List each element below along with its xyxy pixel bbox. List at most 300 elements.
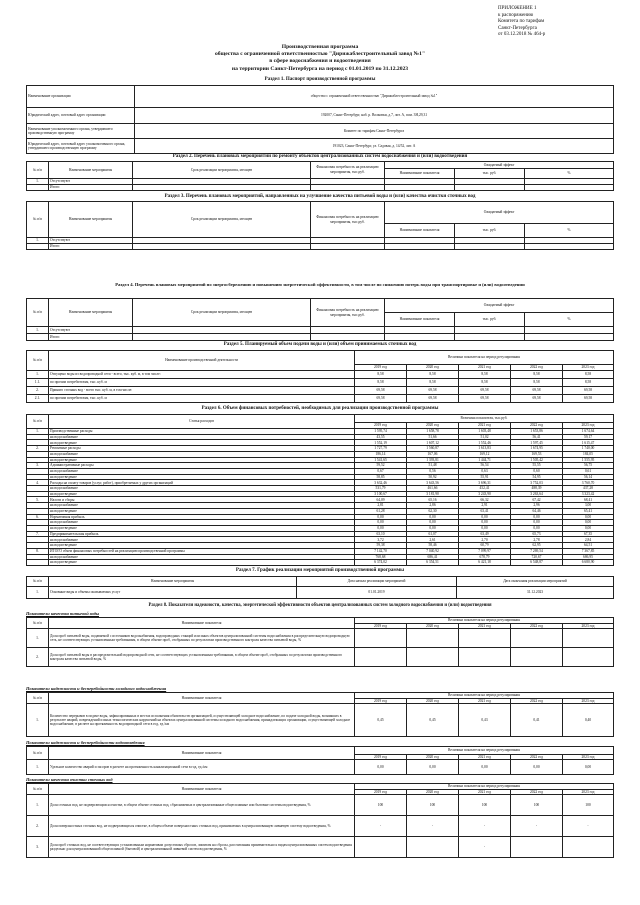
row-value xyxy=(355,837,407,858)
col-year: 2023 год xyxy=(563,423,614,429)
row-value: 3 643,56 xyxy=(407,480,459,486)
row-value: 69,58 xyxy=(459,387,511,395)
stamp-line: от 03.12.2018 № 464-р xyxy=(498,32,546,38)
col-indicator: Наименование показателя xyxy=(385,169,455,178)
passport-value: Комитет по тарифам Санкт-Петербурга xyxy=(135,124,614,139)
row-value: 3 696,31 xyxy=(459,480,511,486)
section-5-heading: Раздел 5. Планируемый объем подачи воды и (или) объем принимаемых сточных вод xyxy=(223,342,417,347)
row-number: 1.1. xyxy=(27,379,49,387)
col-thousand-rub: тыс. руб. xyxy=(455,313,525,327)
col-year: 2021 год xyxy=(459,423,511,429)
row-value: 100 xyxy=(407,795,459,816)
row-name: на водоотведение xyxy=(49,508,355,514)
row-value: 8,58 xyxy=(407,371,459,379)
row-name: ИТОГО объем финансовых потребностей на реализацию производственной программы xyxy=(49,548,355,554)
col-year: 2019 год xyxy=(355,365,407,371)
row-start-date: 01.01.2019 xyxy=(297,587,457,599)
col-name: Статья расходов xyxy=(49,415,355,429)
row-value: 1 597,45 xyxy=(511,440,563,446)
finance-rows xyxy=(27,429,614,566)
row-name: по прочим потребителям, тыс. куб. м xyxy=(49,379,355,387)
row-value: 2,70 xyxy=(459,537,511,543)
row-value: 51,48 xyxy=(407,463,459,469)
passport-value: 191023, Санкт-Петербург, ул. Садовая, д. 14/52, лит. А xyxy=(135,139,614,154)
row-value: 69,58 xyxy=(459,395,511,403)
col-name: Наименование показателя xyxy=(49,747,355,760)
row-value: 56,75 xyxy=(563,463,614,469)
col-need: Финансовая потребность на реализацию мероприятия, тыс.руб. xyxy=(311,162,385,179)
row-value: 69,58 xyxy=(355,387,407,395)
col-year: 2022 год xyxy=(511,624,563,629)
row-value: 169,53 xyxy=(511,451,563,457)
col-year: 2019 год xyxy=(355,699,407,704)
passport-label: Наименование уполномоченного органа, утвердившего производственную программу xyxy=(27,124,135,139)
col-effect: Ожидаемый эффект xyxy=(385,299,614,313)
row-value: 69,58 xyxy=(511,395,563,403)
row-value xyxy=(407,648,459,667)
row-value: 8,58 xyxy=(563,379,614,387)
row-value: 1 615,47 xyxy=(563,440,614,446)
row-value: 0,00 xyxy=(511,525,563,531)
row-name: Количество перерывов в подаче воды, зафиксированных в местах исполнения обязательств организацией, осуществляющей холодное водоснабжение, по подаче холодной воды, возникших в результате аварий, повреждений и иных технологических нарушений на объектах централизованной системы холодного водоснабжения, принадлежащих организации, осуществляющей холодное водоснабжение, в расчете на протяженность водопроводной сети в год, ед./км xyxy=(49,704,355,737)
row-name: Ремонтные расходы xyxy=(49,446,355,452)
row-value: 69,58 xyxy=(563,395,614,403)
row-number xyxy=(27,184,49,190)
row-value: 56,41 xyxy=(511,434,563,440)
col-year: 2022 год xyxy=(511,755,563,760)
row-total: Итого: xyxy=(49,184,133,190)
table-row xyxy=(27,648,614,667)
schedule-table xyxy=(26,576,614,599)
col-term: Срок реализации мероприятия, месяцев xyxy=(133,299,311,327)
row-value: 0,45 xyxy=(407,704,459,737)
col-values: Величина показателя на период регулирования xyxy=(355,747,614,755)
section-3-heading: Раздел 3. Перечень плановых мероприятий, направленных на улучшение качества питьевой воды и (или) качества очистки сточных вод xyxy=(164,194,476,199)
table-row xyxy=(27,704,614,737)
indicator-rows xyxy=(27,704,614,737)
row-value: 0,00 xyxy=(407,520,459,526)
row-value: 0,00 xyxy=(511,520,563,526)
row-value: 7 099,97 xyxy=(459,548,511,554)
row-value: 69,58 xyxy=(407,387,459,395)
row-value: 2,86 xyxy=(407,503,459,509)
row-value: 100 xyxy=(563,795,614,816)
col-number: № п/п xyxy=(27,618,49,629)
row-name: на водоснабжение xyxy=(49,468,355,474)
row-value: 61,07 xyxy=(407,531,459,537)
row-number: 1. xyxy=(27,629,49,648)
indicator-table xyxy=(26,783,614,858)
col-number: № п/п xyxy=(27,351,49,371)
col-term: Срок реализации мероприятия, месяцев xyxy=(133,162,311,179)
row-value: 3 323,42 xyxy=(563,491,614,497)
row-value: 3,00 xyxy=(563,503,614,509)
col-number: № п/п xyxy=(27,784,49,795)
col-year: 2023 год xyxy=(563,790,614,795)
row-value xyxy=(407,629,459,648)
row-value: 65,73 xyxy=(511,531,563,537)
row-name: Налоги и сборы xyxy=(49,497,355,503)
row-value: - xyxy=(407,816,459,837)
row-value: 3 632,46 xyxy=(355,480,407,486)
row-name: на водоотведение xyxy=(49,457,355,463)
row-value: 63,41 xyxy=(459,508,511,514)
row-name: Производственные расходы xyxy=(49,429,355,435)
col-year: 2019 год xyxy=(355,423,407,429)
row-value: 7 142,70 xyxy=(355,548,407,554)
col-year: 2022 год xyxy=(511,790,563,795)
table-row xyxy=(27,371,614,379)
energy-measures-table xyxy=(26,298,614,341)
row-value: 100 xyxy=(355,795,407,816)
col-year: 2020 год xyxy=(407,790,459,795)
row-value: 59,17 xyxy=(563,434,614,440)
col-year: 2023 год xyxy=(563,699,614,704)
row-name: Отсутствуют xyxy=(49,178,133,184)
row-name: на водоснабжение xyxy=(49,554,355,560)
row-value: 8,58 xyxy=(459,379,511,387)
row-value xyxy=(459,648,511,667)
row-number xyxy=(27,244,49,250)
row-value: 56,14 xyxy=(563,474,614,480)
row-value: 50,92 xyxy=(407,474,459,480)
col-year: 2022 год xyxy=(511,699,563,704)
row-value: - xyxy=(511,816,563,837)
row-name: Принято сточных вод - всего тыс. куб. м, в том числе: xyxy=(49,387,355,395)
section-6-heading: Раздел 6. Объем финансовых потребностей, необходимых для реализации производственной программы xyxy=(201,406,439,411)
col-values: Величина показателя на период регулирования xyxy=(355,618,614,624)
section-4-heading: Раздел 4. Перечень плановых мероприятий по энергосбережению и повышению энергетической эффективности, в том числе по снижению потерь воды при транспортировке и (или) водоотведении xyxy=(115,282,525,287)
row-value: 7 367,85 xyxy=(563,548,614,554)
row-name: на водоснабжение xyxy=(49,520,355,526)
col-thousand-rub: тыс. руб. xyxy=(455,169,525,178)
col-year: 2021 год xyxy=(459,365,511,371)
row-value xyxy=(459,629,511,648)
row-value: 186,14 xyxy=(355,451,407,457)
row-number: 1. xyxy=(27,327,49,334)
row-value: 67,42 xyxy=(511,497,563,503)
indicator-rows xyxy=(27,795,614,858)
col-year: 2022 год xyxy=(511,423,563,429)
col-name: Наименование показателя xyxy=(49,618,355,629)
col-values: Величина показателя, тыс.руб. xyxy=(355,415,614,423)
group-heading: Показатели надежности и бесперебойности водоотведения xyxy=(26,740,145,745)
col-number: № п/п xyxy=(27,162,49,179)
row-value: 531,79 xyxy=(355,486,407,492)
row-number: 1. xyxy=(27,371,49,379)
col-year: 2021 год xyxy=(459,755,511,760)
row-value: 55,55 xyxy=(511,463,563,469)
row-value: 0,45 xyxy=(355,704,407,737)
table-row xyxy=(27,395,614,403)
row-value: 6 354,51 xyxy=(407,560,459,566)
row-value: 62,30 xyxy=(407,508,459,514)
row-number: 3. xyxy=(27,837,49,858)
col-year: 2020 год xyxy=(407,365,459,371)
col-indicator: Наименование показателя xyxy=(385,313,455,327)
row-number: 2. xyxy=(27,648,49,667)
row-number xyxy=(27,334,49,341)
row-value: 54,95 xyxy=(511,474,563,480)
row-value: 1 444,71 xyxy=(459,457,511,463)
col-year: 2023 год xyxy=(563,365,614,371)
row-value: 6 421,18 xyxy=(459,560,511,566)
row-value xyxy=(355,648,407,667)
col-year: 2020 год xyxy=(407,423,459,429)
row-name: на водоотведение xyxy=(49,525,355,531)
row-value xyxy=(563,837,614,858)
row-value: 184,05 xyxy=(563,451,614,457)
row-value: 0,61 xyxy=(563,468,614,474)
stamp-line: ПРИЛОЖЕНИЕ 1 xyxy=(498,6,537,11)
row-value: 64,46 xyxy=(511,508,563,514)
col-year: 2021 год xyxy=(459,790,511,795)
row-value: 686,95 xyxy=(563,554,614,560)
row-number: 8. xyxy=(27,548,49,554)
row-value: 1 595,74 xyxy=(355,429,407,435)
row-value: 0,00 xyxy=(355,520,407,526)
quality-measures-table xyxy=(26,201,614,250)
col-year: 2019 год xyxy=(355,790,407,795)
row-value: 43,55 xyxy=(355,434,407,440)
row-value: 1 552,19 xyxy=(355,440,407,446)
row-value: 2,61 xyxy=(407,537,459,543)
row-value: 69,58 xyxy=(511,387,563,395)
row-name: на водоснабжение xyxy=(49,503,355,509)
row-name: Предпринимательская прибыль xyxy=(49,531,355,537)
row-number: 1. xyxy=(27,178,49,184)
row-name: на водоотведение xyxy=(49,491,355,497)
row-value: 59,52 xyxy=(355,463,407,469)
col-number: № п/п xyxy=(27,747,49,760)
col-number: № п/п xyxy=(27,693,49,704)
row-value: 0,00 xyxy=(355,514,407,520)
col-name: Наименование показателя xyxy=(49,784,355,795)
row-value: 167,06 xyxy=(407,451,459,457)
row-name: Основные виды и объемы оказываемых услуг xyxy=(49,587,297,599)
row-value: 0,40 xyxy=(563,704,614,737)
row-value: 3,72 xyxy=(355,537,407,543)
row-name: на водоснабжение xyxy=(49,486,355,492)
group-heading: Показатели надежности и бесперебойности холодного водоснабжения xyxy=(26,686,167,691)
row-value xyxy=(511,629,563,648)
section-8-heading: Раздел 8. Показатели надежности, качества, энергетической эффективности объектов централизованных систем холодного водоснабжения и (или) водоотведения xyxy=(148,603,492,608)
row-value: 0,41 xyxy=(511,704,563,737)
row-value: 51,02 xyxy=(459,434,511,440)
col-thousand-rub: тыс. руб. xyxy=(455,224,525,238)
col-year: 2020 год xyxy=(407,699,459,704)
row-value: 65,16 xyxy=(407,497,459,503)
row-number: 2. xyxy=(27,446,49,452)
row-value: 60,79 xyxy=(459,543,511,549)
row-value: 3 100,67 xyxy=(355,491,407,497)
col-name: Наименование показателя xyxy=(49,693,355,704)
row-value: 686,41 xyxy=(407,554,459,560)
row-value: - xyxy=(459,816,511,837)
row-value: 0,60 xyxy=(511,468,563,474)
table-row xyxy=(27,760,614,775)
row-number: 6. xyxy=(27,514,49,520)
row-value xyxy=(511,837,563,858)
document-title xyxy=(110,44,530,73)
row-value xyxy=(563,648,614,667)
col-year: 2020 год xyxy=(407,624,459,629)
indicator-table xyxy=(26,692,614,737)
row-value: 61,28 xyxy=(355,508,407,514)
row-name: Нормативная прибыль xyxy=(49,514,355,520)
col-indicator: Наименование показателя xyxy=(385,224,455,238)
col-values: Величина показателя на период регулирования xyxy=(355,693,614,699)
row-value: 488,39 xyxy=(511,486,563,492)
row-value: 2,91 xyxy=(459,503,511,509)
col-year: 2021 год xyxy=(459,699,511,704)
title-line: на территории Санкт-Петербурга на период с 01.01.2019 по 31.12.2023 xyxy=(231,65,409,72)
table-row xyxy=(27,560,614,566)
col-name: Наименование мероприятия xyxy=(49,577,297,587)
col-values: Величина показателя на период регулирования xyxy=(355,784,614,790)
col-number: № п/п xyxy=(27,577,49,587)
col-effect: Ожидаемый эффект xyxy=(385,202,614,224)
indicator-table xyxy=(26,746,614,775)
row-value: 1 740,00 xyxy=(563,446,614,452)
col-name: Наименование мероприятия xyxy=(49,162,133,179)
row-number: 2. xyxy=(27,387,49,395)
row-name: на водоотведение xyxy=(49,543,355,549)
row-value: 64,51 xyxy=(563,543,614,549)
group-heading: Показатели качества питьевой воды xyxy=(26,611,100,616)
row-value: - xyxy=(459,837,511,858)
row-value: 66,32 xyxy=(459,497,511,503)
row-value: 0,00 xyxy=(459,760,511,775)
passport-label: Юридический адрес, почтовый адрес организации xyxy=(27,108,135,124)
title-line: общества с ограниченной ответственностью "Дирижаблестроительный завод №1" xyxy=(214,51,426,58)
row-name: на водоотведение xyxy=(49,474,355,480)
row-name: по прочим потребителям, тыс. куб. м xyxy=(49,395,355,403)
row-value: 8,58 xyxy=(407,379,459,387)
row-value: 2,96 xyxy=(511,503,563,509)
col-number: № п/п xyxy=(27,299,49,327)
col-percent: % xyxy=(525,169,614,178)
row-value: 51,66 xyxy=(407,434,459,440)
row-value xyxy=(407,837,459,858)
row-name: Административные расходы xyxy=(49,463,355,469)
row-number: 7. xyxy=(27,531,49,537)
row-value: 1 658,78 xyxy=(407,429,459,435)
row-name: на водоотведение xyxy=(49,440,355,446)
row-value: 1 560,87 xyxy=(407,446,459,452)
col-end-date: Дата окончания реализации мероприятий xyxy=(457,577,614,587)
row-value: - xyxy=(355,816,407,837)
passport-label: Наименование организации xyxy=(27,86,135,108)
section-7-heading: Раздел 7. График реализации мероприятий производственной программы xyxy=(235,568,405,573)
row-value: 8,58 xyxy=(355,371,407,379)
row-value: 1 505,42 xyxy=(511,457,563,463)
row-total: Итого: xyxy=(49,334,133,341)
row-value: 0,67 xyxy=(355,468,407,474)
row-value: 63,10 xyxy=(355,531,407,537)
row-number: 1. xyxy=(27,795,49,816)
passport-value: 192007, Санкт-Петербург, наб. р. Волковки, д.7, лит. А, пом. 3Н,29,31 xyxy=(135,108,614,124)
row-value xyxy=(355,629,407,648)
row-value: 2,81 xyxy=(355,503,407,509)
row-value: 6 548,87 xyxy=(511,560,563,566)
col-number: № п/п xyxy=(27,202,49,238)
row-name: Доля проб питьевой воды, подаваемой с источников водоснабжения, водопроводных станций или иных объектов централизованной системы водоснабжения в распределительную водопроводную сеть, не соответствующих установленным требованиям, в общем объеме проб, отобранных по результатам производственного контроля качества питьевой воды, % xyxy=(49,629,355,648)
row-number: 1. xyxy=(27,704,49,737)
row-name: Доля проб сточных вод, не соответствующих установленным нормативам допустимых сбросов, лимитам на сбросы, рассчитанная применительно к видам централизованных систем водоотведения раздельно для централизованной общесплавной (бытовой) и централизованной ливневой систем водоотведения, % xyxy=(49,837,355,858)
row-value: 0,00 xyxy=(355,760,407,775)
passport-table xyxy=(26,85,614,154)
indicator-rows xyxy=(27,760,614,775)
row-value: 63,49 xyxy=(459,531,511,537)
row-value: 1 393,81 xyxy=(407,457,459,463)
row-value: 1 674,64 xyxy=(563,429,614,435)
row-value: 0,00 xyxy=(459,520,511,526)
col-term: Срок реализации мероприятия, месяцев xyxy=(133,202,311,238)
table-row xyxy=(27,629,614,648)
row-value: 67,35 xyxy=(563,531,614,537)
col-need: Финансовая потребность на реализацию мероприятия, тыс.руб. xyxy=(311,299,385,327)
col-name: Наименование мероприятия xyxy=(49,202,133,238)
volume-rows xyxy=(27,371,614,403)
col-year: 2019 год xyxy=(355,755,407,760)
row-name: на водоотведение xyxy=(49,560,355,566)
stamp-line: Санкт-Петербурга xyxy=(498,25,537,31)
row-value: 100 xyxy=(459,795,511,816)
row-value: 0,00 xyxy=(563,514,614,520)
row-value: 0,00 xyxy=(511,514,563,520)
row-value: 1 674,95 xyxy=(511,446,563,452)
row-value: 461,66 xyxy=(407,486,459,492)
table-row xyxy=(27,837,614,858)
row-value: 452,41 xyxy=(459,486,511,492)
stamp-line: Комитета по тарифам xyxy=(498,19,545,25)
row-value: 0,00 xyxy=(459,514,511,520)
title-line: в сфере водоснабжения и водоотведения xyxy=(269,58,371,65)
row-name: Доля поверхностных сточных вод, не подвергающихся очистке, в общем объеме поверхностных сточных вод, принимаемых в централизованную ливневую систему водоотведения, % xyxy=(49,816,355,837)
col-year: 2023 год xyxy=(563,624,614,629)
row-value: 62,95 xyxy=(511,543,563,549)
row-value: 0,56 xyxy=(407,468,459,474)
row-value: 2,78 xyxy=(511,537,563,543)
row-number: 1. xyxy=(27,587,49,599)
stamp-line: к распоряжению xyxy=(498,12,534,18)
row-value: 1 603,48 xyxy=(459,429,511,435)
row-value: 8,58 xyxy=(459,371,511,379)
row-name: Расходы на оплату товаров (услуг, работ), приобретаемых у других организаций xyxy=(49,480,355,486)
col-need: Финансовая потребность на реализацию мероприятия, тыс.руб. xyxy=(311,202,385,238)
row-value: 0,63 xyxy=(459,468,511,474)
row-number: 1. xyxy=(27,429,49,435)
col-values: Величина показателя на период регулирования xyxy=(355,351,614,365)
col-year: 2023 год xyxy=(563,755,614,760)
repair-measures-table xyxy=(26,161,614,191)
row-value: 64,09 xyxy=(355,497,407,503)
row-value: 0,00 xyxy=(563,760,614,775)
row-number: 2. xyxy=(27,816,49,837)
row-name: Отсутствуют xyxy=(49,327,133,334)
passport-value: общество с ограниченной ответственностью "Дирижаблестроительный завод №1" xyxy=(135,86,614,108)
row-name: на водоснабжение xyxy=(49,434,355,440)
row-value: 58,85 xyxy=(355,474,407,480)
row-value: 0,00 xyxy=(459,525,511,531)
row-value: 56,54 xyxy=(459,463,511,469)
row-value: 6 374,02 xyxy=(355,560,407,566)
col-percent: % xyxy=(525,224,614,238)
row-value: 1 552,46 xyxy=(459,440,511,446)
row-value: 69,58 xyxy=(355,395,407,403)
indicator-rows xyxy=(27,629,614,667)
